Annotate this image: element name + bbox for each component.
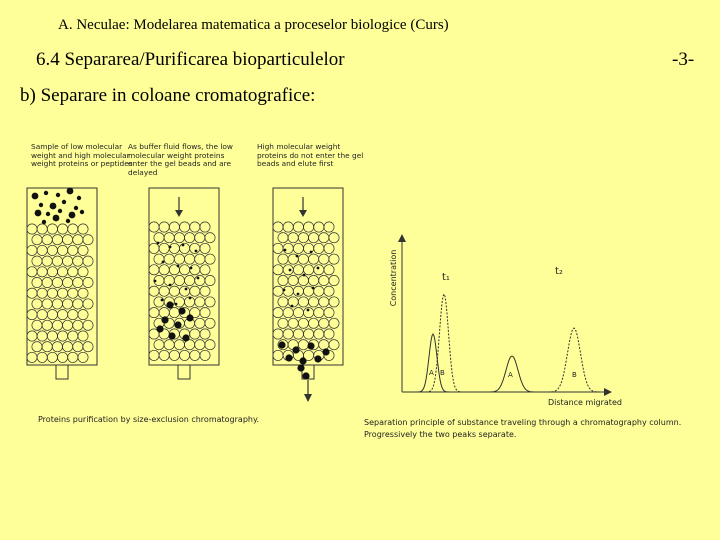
right-caption-line-1: Separation principle of substance traveling through a chromatography column. xyxy=(364,418,682,427)
left-figure-caption: Proteins purification by size-exclusion chromatography. xyxy=(38,415,260,424)
page-number: -3- xyxy=(672,49,695,70)
column-2-caption: As buffer fluid flows, the low molecular weight proteins enter the gel beads and are delayed xyxy=(128,142,233,177)
section-title: 6.4 Separarea/Purificarea bioparticulelor xyxy=(36,49,345,70)
peak-b-t1 xyxy=(422,294,466,392)
x-axis-label: Distance migrated xyxy=(548,398,622,407)
peak-a-label-t1: A xyxy=(429,369,434,377)
lecture-header: A. Neculae: Modelarea matematica a proceselor biologice (Curs) xyxy=(58,17,449,33)
y-axis-arrowhead xyxy=(398,234,406,242)
right-caption-line-2: Progressively the two peaks separate. xyxy=(364,430,517,439)
peak-b-t2 xyxy=(548,328,600,392)
peak-a-label-t2: A xyxy=(508,371,513,379)
peak-b-label-t2: B xyxy=(572,371,577,379)
y-axis-label: Concentration xyxy=(389,249,398,307)
time-label-t2: t₂ xyxy=(555,266,563,277)
peak-b-label-t1: B xyxy=(440,369,445,377)
column-3-caption: High molecular weight proteins do not enter the gel beads and elute first xyxy=(257,142,364,169)
time-label-t1: t₁ xyxy=(442,272,450,283)
subtitle: b) Separare in coloane cromatografice: xyxy=(20,85,316,106)
column-1-caption: Sample of low molecular weight and high molecular weight proteins or peptides xyxy=(31,142,133,169)
right-figure-caption xyxy=(364,417,681,441)
x-axis-arrowhead xyxy=(604,388,612,396)
peak-a-t1 xyxy=(415,334,452,392)
